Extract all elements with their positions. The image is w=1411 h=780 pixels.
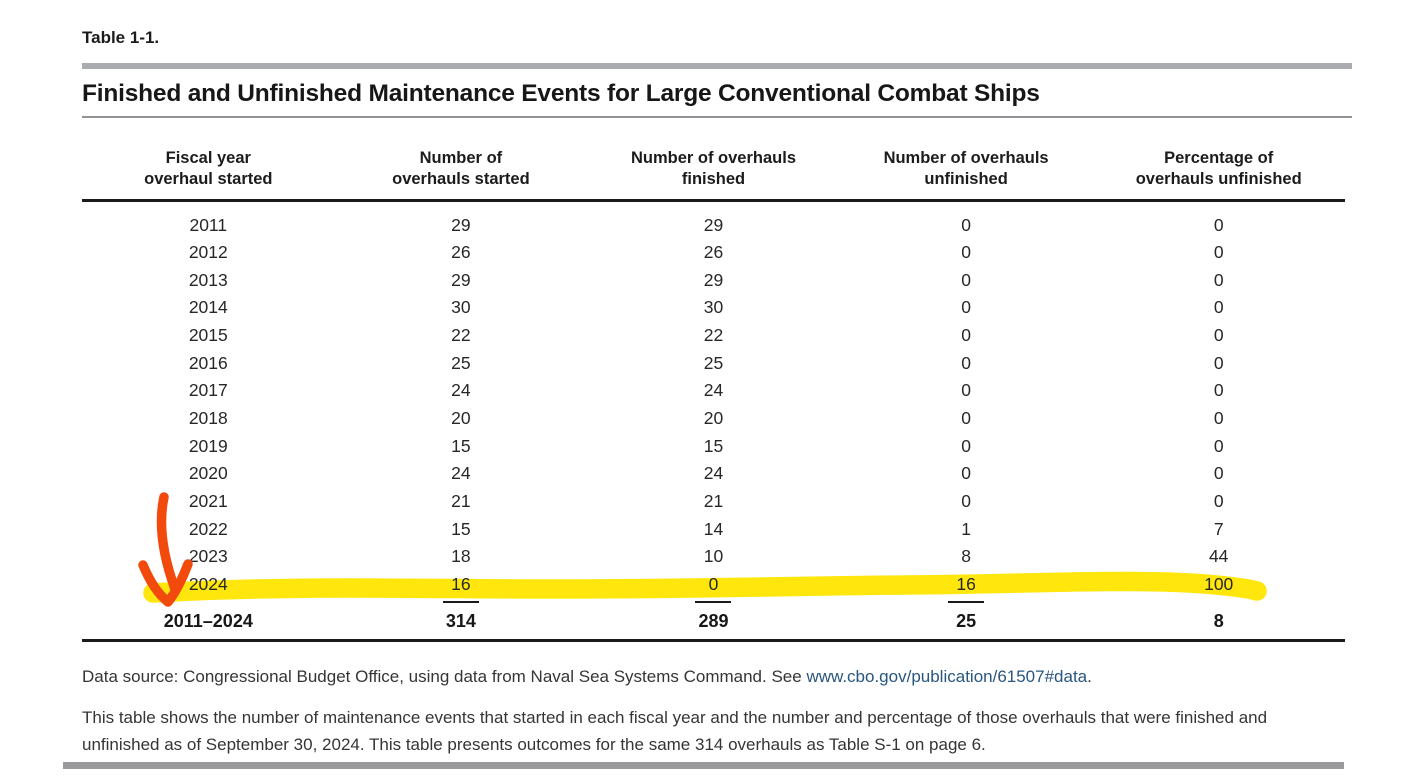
column-header-overhauls-started: Number of overhauls started bbox=[392, 149, 530, 188]
bottom-divider-bar bbox=[63, 762, 1344, 769]
table-cell: 25 bbox=[703, 352, 724, 373]
top-divider-bar bbox=[82, 63, 1352, 69]
table-cell: 15 bbox=[703, 435, 724, 456]
table-cell: 2011 bbox=[189, 214, 228, 235]
table-row bbox=[82, 488, 1345, 516]
table-cell: 2019 bbox=[188, 435, 228, 456]
table-cell: 1 bbox=[961, 518, 971, 539]
total-cell-finished: 289 bbox=[698, 611, 729, 632]
table-row bbox=[82, 322, 1345, 350]
table-cell: 7 bbox=[1213, 518, 1224, 539]
table-cell: 2014 bbox=[188, 297, 228, 318]
total-tick-started bbox=[443, 601, 479, 603]
total-cell-years: 2011–2024 bbox=[163, 611, 253, 632]
table-cell: 2017 bbox=[188, 380, 228, 401]
table-cell: 0 bbox=[1213, 380, 1224, 401]
column-header-overhauls-unfinished: Number of overhauls unfinished bbox=[883, 149, 1049, 188]
table-cell: 14 bbox=[703, 518, 724, 539]
table-cell: 0 bbox=[1213, 352, 1224, 373]
total-cell-started: 314 bbox=[445, 611, 476, 632]
title-rule bbox=[82, 116, 1352, 118]
table-cell: 25 bbox=[451, 352, 471, 373]
table-cell: 2016 bbox=[188, 352, 228, 373]
table-cell: 0 bbox=[1213, 325, 1224, 346]
table-row bbox=[82, 294, 1345, 322]
maintenance-table bbox=[82, 148, 1345, 642]
table-title: Finished and Unfinished Maintenance Events for Large Conventional Combat Ships bbox=[82, 80, 1040, 107]
data-source-period: . bbox=[1087, 667, 1092, 686]
table-cell: 24 bbox=[451, 463, 471, 484]
table-cell: 2015 bbox=[188, 325, 228, 346]
table-total-row bbox=[82, 608, 1345, 635]
table-cell: 15 bbox=[451, 518, 471, 539]
table-cell: 30 bbox=[451, 297, 471, 318]
table-cell: 0 bbox=[961, 242, 971, 263]
table-cell: 21 bbox=[703, 490, 724, 511]
table-cell: 2021 bbox=[188, 490, 228, 511]
table-row bbox=[82, 212, 1345, 240]
table-header-row bbox=[82, 148, 1345, 190]
table-cell: 0 bbox=[961, 297, 971, 318]
table-cell: 0 bbox=[1213, 435, 1224, 456]
table-cell: 2013 bbox=[188, 269, 228, 290]
table-body bbox=[82, 202, 1345, 599]
table-cell: 0 bbox=[961, 269, 971, 290]
table-row-highlighted bbox=[82, 571, 1345, 599]
table-row bbox=[82, 350, 1345, 378]
table-cell: 24 bbox=[703, 463, 724, 484]
table-row bbox=[82, 433, 1345, 461]
table-cell: 0 bbox=[961, 325, 971, 346]
table-cell: 0 bbox=[1213, 407, 1224, 428]
table-row bbox=[82, 516, 1345, 544]
table-cell: 24 bbox=[703, 380, 724, 401]
total-cell-unfinished: 25 bbox=[956, 611, 977, 632]
table-cell: 29 bbox=[451, 269, 471, 290]
table-cell: 29 bbox=[703, 214, 724, 235]
table-row bbox=[82, 543, 1345, 571]
table-row bbox=[82, 377, 1345, 405]
table-cell: 16 bbox=[956, 573, 976, 594]
table-cell: 15 bbox=[451, 435, 471, 456]
table-cell: 0 bbox=[1213, 297, 1224, 318]
table-cell: 20 bbox=[703, 407, 724, 428]
table-cell: 20 bbox=[451, 407, 471, 428]
table-cell: 29 bbox=[703, 269, 724, 290]
table-cell: 2022 bbox=[188, 518, 228, 539]
total-tick-finished bbox=[695, 601, 731, 603]
total-tick-unfinished bbox=[948, 601, 984, 603]
table-cell: 2024 bbox=[188, 573, 228, 594]
table-cell: 0 bbox=[1213, 269, 1224, 290]
table-cell: 0 bbox=[1213, 463, 1224, 484]
table-cell: 2020 bbox=[188, 463, 228, 484]
table-cell: 22 bbox=[451, 325, 471, 346]
table-cell: 2012 bbox=[188, 242, 228, 263]
table-cell: 16 bbox=[451, 573, 471, 594]
table-cell: 29 bbox=[451, 214, 471, 235]
table-cell: 8 bbox=[961, 546, 971, 567]
table-cell: 0 bbox=[1213, 242, 1224, 263]
table-cell: 2023 bbox=[188, 546, 228, 567]
table-cell: 0 bbox=[708, 573, 719, 594]
table-cell: 2018 bbox=[188, 407, 228, 428]
table-bottom-rule bbox=[82, 639, 1345, 642]
table-row bbox=[82, 460, 1345, 488]
column-header-fiscal-year: Fiscal year overhaul started bbox=[144, 149, 273, 188]
table-cell: 30 bbox=[703, 297, 724, 318]
table-cell: 10 bbox=[703, 546, 724, 567]
table-cell: 0 bbox=[961, 352, 971, 373]
table-cell: 0 bbox=[1213, 490, 1224, 511]
table-cell: 24 bbox=[451, 380, 471, 401]
table-cell: 26 bbox=[451, 242, 471, 263]
column-header-percentage-unfinished: Percentage of overhauls unfinished bbox=[1135, 149, 1302, 188]
table-note: This table shows the number of maintenance events that started in each fiscal year and the number and percentage of those overhauls that were finished and unfinished as of September 30, 2024. This table presents outcomes for the same 314 overhauls as Table S-1 on page 6. bbox=[82, 708, 1268, 754]
table-cell: 0 bbox=[961, 435, 971, 456]
total-cell-percentage: 8 bbox=[1213, 611, 1224, 632]
table-cell: 26 bbox=[703, 242, 724, 263]
table-cell: 22 bbox=[703, 325, 724, 346]
table-cell: 0 bbox=[961, 490, 971, 511]
total-overlines bbox=[82, 599, 1345, 605]
table-cell: 0 bbox=[961, 380, 971, 401]
table-cell: 44 bbox=[1208, 546, 1229, 567]
table-cell: 18 bbox=[451, 546, 471, 567]
data-source-text: Data source: Congressional Budget Office, using data from Naval Sea Systems Command. See bbox=[82, 667, 807, 686]
column-header-overhauls-finished: Number of overhauls finished bbox=[630, 149, 797, 188]
table-cell: 21 bbox=[451, 490, 471, 511]
data-source-line bbox=[82, 667, 1352, 687]
table-row bbox=[82, 267, 1345, 295]
cbo-publication-link[interactable]: www.cbo.gov/publication/61507#data bbox=[806, 667, 1088, 686]
table-cell: 0 bbox=[1213, 214, 1224, 235]
table-cell: 0 bbox=[961, 214, 971, 235]
table-cell: 100 bbox=[1204, 573, 1234, 594]
table-row bbox=[82, 239, 1345, 267]
table-cell: 0 bbox=[961, 407, 971, 428]
table-label: Table 1-1. bbox=[82, 28, 160, 47]
table-row bbox=[82, 405, 1345, 433]
table-cell: 0 bbox=[961, 463, 971, 484]
